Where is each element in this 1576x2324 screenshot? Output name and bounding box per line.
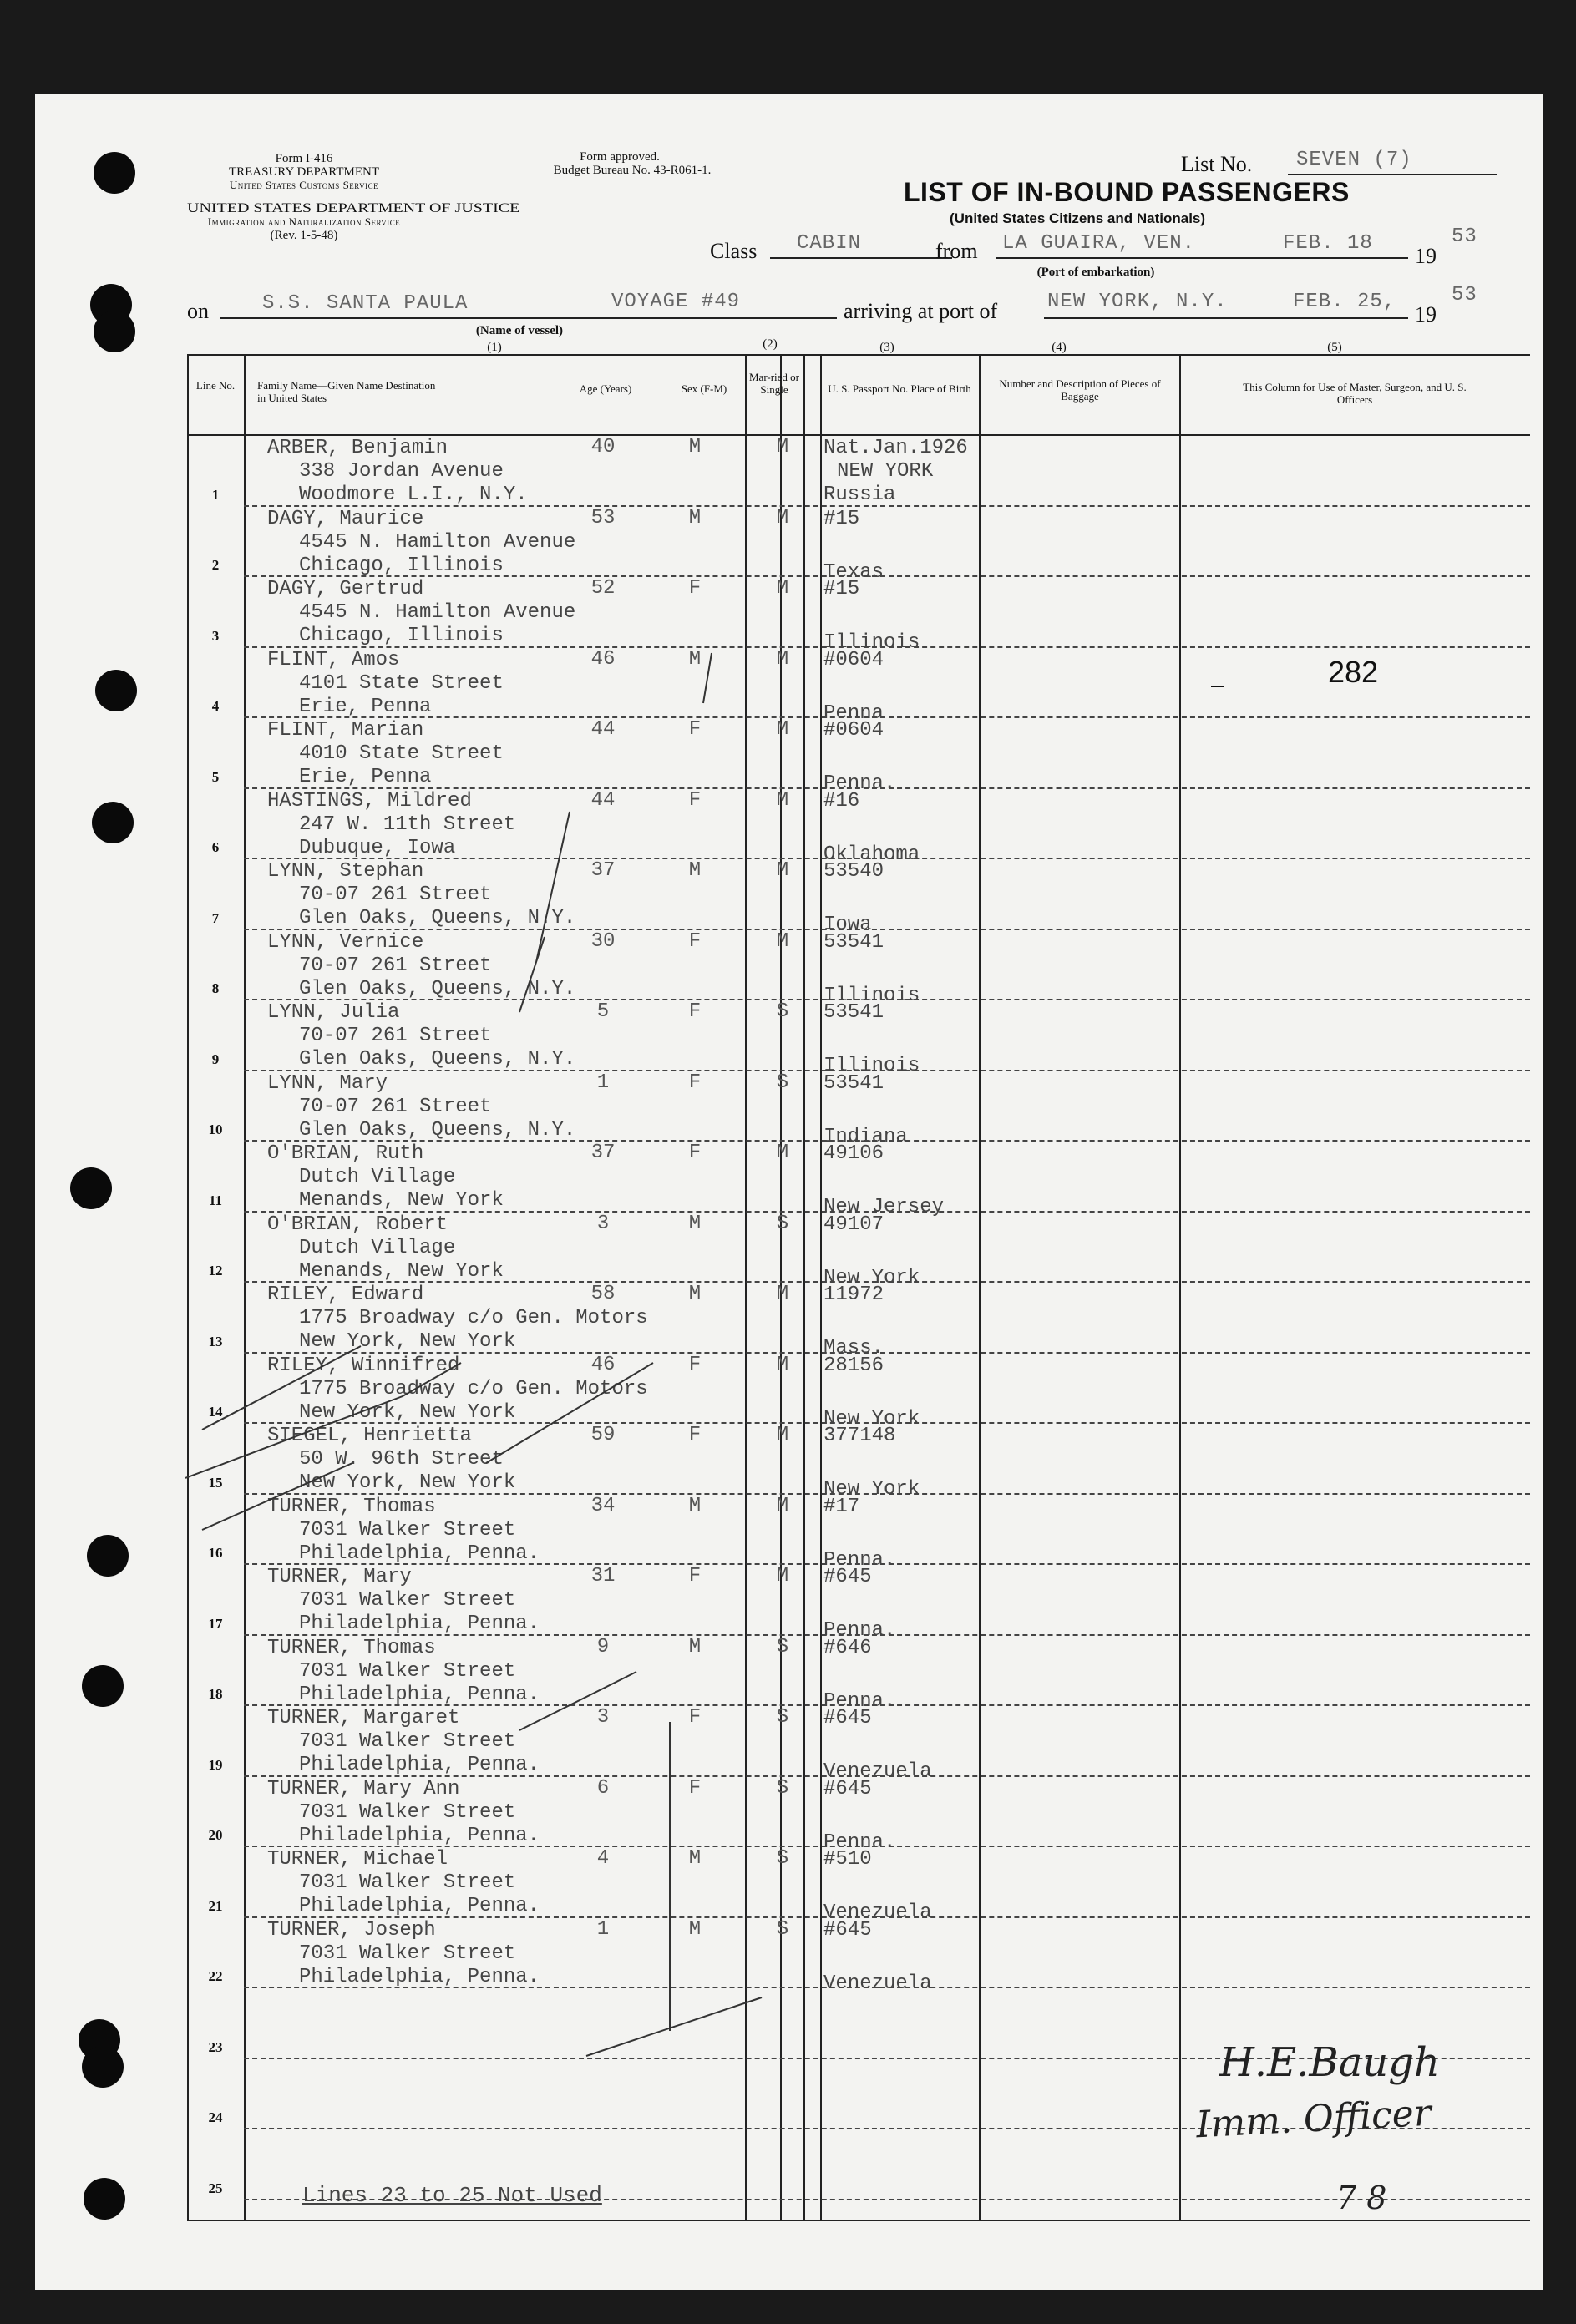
passenger-destination: Philadelphia, Penna. xyxy=(299,1965,540,1988)
col-header-line: Line No. xyxy=(195,379,236,392)
place-of-birth: New York xyxy=(823,1407,920,1430)
passenger-age: 44 xyxy=(590,788,616,812)
passport-number: #510 xyxy=(823,1848,872,1871)
passenger-marital: S xyxy=(776,1847,789,1870)
passenger-name: LYNN, Julia xyxy=(267,1001,400,1024)
passenger-marital: M xyxy=(776,506,789,529)
passenger-marital: M xyxy=(776,577,789,600)
passport-number: #0604 xyxy=(823,719,884,742)
passenger-address: 4101 State Street xyxy=(299,671,504,695)
passport-number: 49106 xyxy=(823,1142,884,1165)
passenger-sex: F xyxy=(688,1424,702,1446)
col-num-2: (2) xyxy=(763,337,778,351)
line-number: 6 xyxy=(211,839,220,855)
passenger-sex: M xyxy=(688,506,702,529)
place-of-birth-2: Russia xyxy=(823,484,896,506)
passenger-destination: Glen Oaks, Queens, N.Y. xyxy=(299,977,576,1000)
customs-service: United States Customs Service xyxy=(229,179,379,191)
passenger-age: 59 xyxy=(590,1424,616,1446)
passenger-age: 53 xyxy=(590,506,616,529)
passenger-name: TURNER, Joseph xyxy=(267,1918,436,1942)
passenger-age: 44 xyxy=(590,718,616,741)
line-number: 12 xyxy=(208,1263,223,1278)
officer-signature: H.E.Baugh xyxy=(1219,2039,1440,2086)
passenger-destination: Dubuque, Iowa xyxy=(299,836,456,859)
passenger-sex: F xyxy=(688,1353,702,1376)
passenger-age: 3 xyxy=(596,1212,610,1235)
passenger-address: 7031 Walker Street xyxy=(299,1518,516,1542)
passenger-age: 37 xyxy=(590,859,616,882)
passenger-marital: M xyxy=(776,929,789,953)
passenger-destination: Glen Oaks, Queens, N.Y. xyxy=(299,907,576,929)
passenger-address: 338 Jordan Avenue xyxy=(299,460,504,483)
passenger-sex: M xyxy=(688,1494,702,1517)
place-of-birth: New York xyxy=(823,1266,920,1289)
passenger-address: 7031 Walker Street xyxy=(299,1800,516,1824)
col-header-sex: Sex (F-M) xyxy=(681,382,727,395)
passenger-marital: S xyxy=(776,1776,789,1800)
passenger-name: LYNN, Stephan xyxy=(267,860,424,883)
class-value: CABIN xyxy=(797,232,862,255)
passenger-sex: F xyxy=(688,1142,702,1164)
place-of-birth: Penna. xyxy=(823,1548,896,1572)
from-label: from xyxy=(935,239,978,263)
place-of-birth: Penna xyxy=(823,701,884,725)
passport-number: Nat.Jan.1926 xyxy=(823,437,968,459)
passenger-sex: M xyxy=(688,1847,702,1870)
passenger-address: Dutch Village xyxy=(299,1236,456,1259)
binder-hole xyxy=(94,311,135,352)
passport-number: #0604 xyxy=(823,648,884,671)
place-of-birth: Illinois xyxy=(823,984,920,1007)
passenger-marital: S xyxy=(776,1917,789,1941)
passenger-age: 46 xyxy=(590,1353,616,1376)
line-number: 14 xyxy=(208,1404,223,1420)
line-number: 24 xyxy=(208,2109,223,2125)
passenger-address: 70-07 261 Street xyxy=(299,884,492,906)
line-number: 13 xyxy=(208,1333,223,1349)
arrival-date: FEB. 25, xyxy=(1293,291,1396,313)
passenger-age: 3 xyxy=(596,1706,610,1729)
passenger-sex: M xyxy=(688,647,702,671)
passenger-sex: M xyxy=(688,1283,702,1305)
line-number: 18 xyxy=(208,1686,223,1702)
arrival-year-prefix: 19 xyxy=(1415,302,1437,327)
place-of-birth: Penna. xyxy=(823,1619,896,1642)
binder-hole xyxy=(94,152,135,194)
page-title: LIST OF IN-BOUND PASSENGERS xyxy=(904,177,1350,207)
from-year: 53 xyxy=(1452,225,1477,248)
passport-number: 53541 xyxy=(823,930,884,954)
passenger-age: 1 xyxy=(596,1917,610,1941)
budget-bureau: Budget Bureau No. 43-R061-1. xyxy=(553,164,712,177)
passenger-address: 1775 Broadway c/o Gen. Motors xyxy=(299,1307,648,1329)
passport-number: 11972 xyxy=(823,1284,884,1306)
passenger-marital: S xyxy=(776,1000,789,1023)
col-header-name: Family Name—Given Name Destination in United States xyxy=(257,379,436,404)
passport-number: 28156 xyxy=(823,1354,884,1377)
ins-service: Immigration and Naturalization Service xyxy=(207,215,401,228)
passenger-destination: Chicago, Illinois xyxy=(299,625,504,647)
passenger-destination: Philadelphia, Penna. xyxy=(299,1895,540,1917)
passport-number: 53541 xyxy=(823,1001,884,1024)
passenger-marital: S xyxy=(776,1212,789,1235)
passenger-address: 50 W. 96th Street xyxy=(299,1448,504,1471)
dash-mark: – xyxy=(1211,671,1224,697)
passenger-sex: F xyxy=(688,1706,702,1729)
line-number: 3 xyxy=(211,627,220,644)
passenger-sex: F xyxy=(688,929,702,953)
passenger-sex: M xyxy=(688,436,702,458)
passenger-name: TURNER, Thomas xyxy=(267,1636,436,1659)
binder-hole xyxy=(84,2178,125,2220)
place-of-birth: Illinois xyxy=(823,1055,920,1077)
col-num-5: (5) xyxy=(1327,341,1342,354)
passenger-sex: F xyxy=(688,788,702,812)
passenger-age: 9 xyxy=(596,1635,610,1658)
passenger-marital: M xyxy=(776,1424,789,1446)
passport-number: #17 xyxy=(823,1495,860,1518)
passport-number: 53541 xyxy=(823,1071,884,1095)
on-label: on xyxy=(187,299,209,323)
line-number: 7 xyxy=(211,909,220,926)
col-header-age: Age (Years) xyxy=(579,382,632,395)
list-no-value: SEVEN (7) xyxy=(1296,149,1412,171)
passenger-name: TURNER, Margaret xyxy=(267,1707,460,1729)
binder-hole xyxy=(95,670,137,711)
passenger-marital: M xyxy=(776,788,789,812)
col-num-4: (4) xyxy=(1052,341,1067,354)
passenger-name: ARBER, Benjamin xyxy=(267,437,448,459)
passenger-address: 7031 Walker Street xyxy=(299,1659,516,1683)
passenger-destination: Philadelphia, Penna. xyxy=(299,1683,540,1706)
passenger-sex: M xyxy=(688,1635,702,1658)
list-no-label: List No. xyxy=(1181,152,1253,176)
passenger-address: 7031 Walker Street xyxy=(299,1589,516,1612)
col-header-married: Mar-ried or Single xyxy=(748,371,800,396)
col-header-officers: This Column for Use of Master, Surgeon, and U. S. Officers xyxy=(1243,381,1467,406)
place-of-birth: NEW YORK xyxy=(837,460,934,483)
line-number: 25 xyxy=(208,2180,223,2196)
place-of-birth: Penna. xyxy=(823,772,896,795)
passenger-destination: New York, New York xyxy=(299,1330,516,1353)
line-number: 11 xyxy=(208,1192,223,1208)
line-number: 17 xyxy=(208,1615,223,1632)
passenger-age: 30 xyxy=(590,929,616,953)
from-underline xyxy=(996,257,1408,259)
col-header-passport: U. S. Passport No. Place of Birth xyxy=(828,382,971,395)
binder-hole xyxy=(92,802,134,843)
passenger-sex: F xyxy=(688,577,702,600)
vessel-underline xyxy=(220,317,837,319)
passenger-name: RILEY, Winnifred xyxy=(267,1354,460,1377)
passenger-marital: S xyxy=(776,1706,789,1729)
line-number: 2 xyxy=(211,557,220,573)
not-used-note: Lines 23 to 25 Not Used xyxy=(302,2183,602,2208)
passenger-destination: Menands, New York xyxy=(299,1259,504,1283)
passenger-address: 247 W. 11th Street xyxy=(299,813,516,836)
line-number: 5 xyxy=(211,768,220,785)
passenger-name: SIEGEL, Henrietta xyxy=(267,1425,472,1447)
passenger-age: 46 xyxy=(590,647,616,671)
place-of-birth: Oklahoma xyxy=(823,843,920,866)
passenger-name: DAGY, Maurice xyxy=(267,507,424,530)
passenger-name: FLINT, Marian xyxy=(267,719,424,742)
revision: (Rev. 1-5-48) xyxy=(270,229,338,242)
passport-number: 49107 xyxy=(823,1213,884,1236)
passenger-address: 70-07 261 Street xyxy=(299,1095,492,1118)
passenger-sex: F xyxy=(688,1776,702,1800)
passenger-name: DAGY, Gertrud xyxy=(267,578,424,600)
passport-number: #16 xyxy=(823,789,860,813)
line-number: 8 xyxy=(211,980,220,996)
place-of-birth: Indiana xyxy=(823,1125,908,1148)
passenger-destination: Woodmore L.I., N.Y. xyxy=(299,484,528,506)
passenger-sex: F xyxy=(688,718,702,741)
passenger-destination: New York, New York xyxy=(299,1471,516,1494)
passenger-destination: Philadelphia, Penna. xyxy=(299,1824,540,1847)
passenger-marital: M xyxy=(776,718,789,741)
passenger-address: 70-07 261 Street xyxy=(299,954,492,977)
page-subtitle: (United States Citizens and Nationals) xyxy=(950,210,1206,226)
place-of-birth: Penna. xyxy=(823,1689,896,1713)
binder-hole xyxy=(70,1167,112,1209)
passenger-sex: M xyxy=(688,1212,702,1235)
place-of-birth: New York xyxy=(823,1478,920,1501)
passenger-address: 4545 N. Hamilton Avenue xyxy=(299,530,576,554)
passenger-name: HASTINGS, Mildred xyxy=(267,789,472,813)
passenger-name: RILEY, Edward xyxy=(267,1284,424,1306)
passenger-address: 1775 Broadway c/o Gen. Motors xyxy=(299,1377,648,1400)
passport-number: #15 xyxy=(823,507,860,530)
embark-port: LA GUAIRA, VEN. xyxy=(1002,232,1196,255)
place-of-birth: Mass. xyxy=(823,1337,884,1359)
place-of-birth: Penna. xyxy=(823,1830,896,1854)
binder-hole xyxy=(87,1535,129,1577)
passenger-name: TURNER, Michael xyxy=(267,1848,448,1871)
passenger-marital: M xyxy=(776,1142,789,1164)
line-number: 19 xyxy=(208,1756,223,1773)
line-number: 21 xyxy=(208,1897,223,1914)
passenger-destination: New York, New York xyxy=(299,1400,516,1424)
passport-number: 53540 xyxy=(823,860,884,883)
place-of-birth: Venezuela xyxy=(823,1972,932,1995)
treasury-dept: TREASURY DEPARTMENT xyxy=(228,165,380,179)
line-number: 9 xyxy=(211,1051,220,1067)
arrival-underline xyxy=(1044,317,1408,319)
passenger-age: 34 xyxy=(590,1494,616,1517)
passenger-destination: Philadelphia, Penna. xyxy=(299,1754,540,1776)
place-of-birth: Illinois xyxy=(823,631,920,654)
passenger-marital: S xyxy=(776,1635,789,1658)
passenger-sex: F xyxy=(688,1000,702,1023)
line-number: 23 xyxy=(208,2038,223,2055)
page-mark: 7 8 xyxy=(1336,2180,1387,2216)
passenger-age: 37 xyxy=(590,1142,616,1164)
passenger-sex: M xyxy=(688,859,702,882)
passenger-age: 40 xyxy=(590,436,616,458)
passenger-name: LYNN, Mary xyxy=(267,1071,388,1095)
passenger-destination: Chicago, Illinois xyxy=(299,554,504,577)
passenger-sex: F xyxy=(688,1071,702,1094)
manifest-page xyxy=(35,94,1543,2290)
passenger-address: 7031 Walker Street xyxy=(299,1942,516,1965)
officer-number: 282 xyxy=(1328,655,1379,689)
passenger-age: 58 xyxy=(590,1283,616,1305)
passenger-marital: M xyxy=(776,1565,789,1587)
col-num-1: (1) xyxy=(487,341,502,354)
passport-number: #645 xyxy=(823,1707,872,1729)
line-number: 22 xyxy=(208,1968,223,1984)
passenger-marital: M xyxy=(776,1283,789,1305)
passport-number: #646 xyxy=(823,1636,872,1659)
voyage-number: VOYAGE #49 xyxy=(611,291,741,313)
passenger-age: 5 xyxy=(596,1000,610,1023)
line-number: 1 xyxy=(211,486,220,503)
class-underline xyxy=(770,257,952,259)
passenger-sex: F xyxy=(688,1565,702,1587)
officer-title: Imm. Officer xyxy=(1194,2091,1432,2147)
form-approved: Form approved. xyxy=(580,150,660,164)
passenger-destination: Glen Oaks, Queens, N.Y. xyxy=(299,1118,576,1142)
passenger-marital: M xyxy=(776,436,789,458)
passenger-name: TURNER, Mary Ann xyxy=(267,1777,460,1800)
embark-date: FEB. 18 xyxy=(1283,232,1373,255)
place-of-birth: Texas xyxy=(823,560,884,584)
passport-number: #15 xyxy=(823,578,860,600)
col-num-3: (3) xyxy=(879,341,894,354)
passenger-destination: Menands, New York xyxy=(299,1189,504,1212)
list-no-underline xyxy=(1288,174,1497,175)
place-of-birth: Venezuela xyxy=(823,1760,932,1783)
from-year-prefix: 19 xyxy=(1415,244,1437,268)
form-number: Form I-416 xyxy=(275,152,333,165)
passenger-age: 31 xyxy=(590,1565,616,1587)
passenger-marital: M xyxy=(776,1353,789,1376)
passenger-name: O'BRIAN, Ruth xyxy=(267,1142,424,1165)
passenger-name: LYNN, Vernice xyxy=(267,930,424,954)
vessel-caption: (Name of vessel) xyxy=(475,324,564,337)
passenger-name: O'BRIAN, Robert xyxy=(267,1213,448,1236)
passenger-destination: Glen Oaks, Queens, N.Y. xyxy=(299,1048,576,1071)
passport-number: #645 xyxy=(823,1777,872,1800)
binder-hole xyxy=(82,1665,124,1707)
passenger-destination: Erie, Penna xyxy=(299,695,432,718)
vessel-name: S.S. SANTA PAULA xyxy=(262,292,469,315)
passenger-age: 1 xyxy=(596,1071,610,1094)
place-of-birth: New Jersey xyxy=(823,1196,945,1218)
passenger-destination: Philadelphia, Penna. xyxy=(299,1542,540,1565)
line-number: 15 xyxy=(208,1474,223,1491)
passenger-age: 4 xyxy=(596,1847,610,1870)
passenger-address: 4010 State Street xyxy=(299,742,504,765)
passenger-address: 7031 Walker Street xyxy=(299,1871,516,1894)
passenger-marital: M xyxy=(776,647,789,671)
passenger-name: TURNER, Mary xyxy=(267,1566,412,1588)
passenger-address: Dutch Village xyxy=(299,1166,456,1188)
passenger-address: 4545 N. Hamilton Avenue xyxy=(299,601,576,624)
binder-hole xyxy=(82,2046,124,2088)
passenger-age: 52 xyxy=(590,577,616,600)
passport-number: #645 xyxy=(823,1918,872,1942)
place-of-birth: Iowa xyxy=(823,914,872,936)
passenger-name: FLINT, Amos xyxy=(267,648,400,671)
line-number: 16 xyxy=(208,1545,223,1561)
arrival-year: 53 xyxy=(1452,284,1477,306)
line-number: 10 xyxy=(208,1121,223,1137)
justice-dept: UNITED STATES DEPARTMENT OF JUSTICE xyxy=(187,201,520,215)
line-number: 20 xyxy=(208,1827,223,1843)
passenger-age: 6 xyxy=(596,1776,610,1800)
passenger-name: TURNER, Thomas xyxy=(267,1495,436,1518)
place-of-birth: Venezuela xyxy=(823,1901,932,1924)
passenger-address: 7031 Walker Street xyxy=(299,1730,516,1753)
passport-number: #645 xyxy=(823,1566,872,1588)
passenger-address: 70-07 261 Street xyxy=(299,1025,492,1047)
passport-number: 377148 xyxy=(823,1425,896,1447)
passenger-marital: S xyxy=(776,1071,789,1094)
col-header-baggage: Number and Description of Pieces of Baggage xyxy=(999,377,1161,403)
passenger-sex: M xyxy=(688,1917,702,1941)
arriving-label: arriving at port of xyxy=(844,299,998,323)
handwritten-marks xyxy=(185,428,1021,2181)
passenger-destination: Erie, Penna xyxy=(299,766,432,788)
arrival-port: NEW YORK, N.Y. xyxy=(1047,291,1228,313)
port-caption: (Port of embarkation) xyxy=(1036,266,1155,279)
passenger-marital: M xyxy=(776,1494,789,1517)
passenger-marital: M xyxy=(776,859,789,882)
passenger-destination: Philadelphia, Penna. xyxy=(299,1613,540,1635)
line-number: 4 xyxy=(211,698,220,714)
class-label: Class xyxy=(710,239,758,263)
